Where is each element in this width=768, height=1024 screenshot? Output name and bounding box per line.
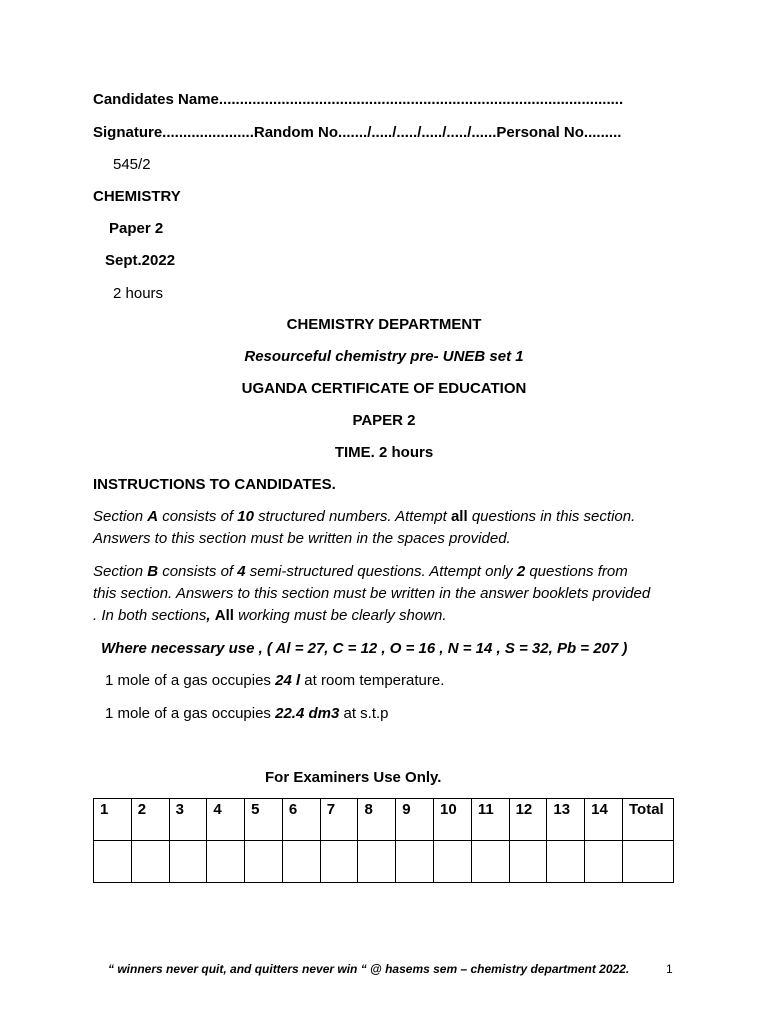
candidate-name-field: Candidates Name................................................................................................. (93, 91, 624, 108)
table-header-row (94, 799, 674, 841)
paper-code: 545/2 (113, 156, 151, 173)
exam-date: Sept.2022 (105, 252, 176, 269)
score-cell (131, 841, 169, 883)
table-header-cell: 7 (320, 799, 358, 841)
personal-number-field: Personal No......... (496, 124, 622, 141)
instructions-heading: INSTRUCTIONS TO CANDIDATES. (93, 476, 336, 493)
score-cell (320, 841, 358, 883)
score-cell (245, 841, 283, 883)
certificate-title: UGANDA CERTIFICATE OF EDUCATION (241, 380, 527, 397)
score-cell (585, 841, 623, 883)
score-entry-row (94, 841, 674, 883)
examiners-heading: For Examiners Use Only. (265, 769, 442, 786)
table-header-cell: 11 (471, 799, 509, 841)
table-header-cell: 13 (547, 799, 585, 841)
score-cell (94, 841, 132, 883)
score-cell (434, 841, 472, 883)
table-header-cell: 12 (509, 799, 547, 841)
signature-row (93, 123, 621, 143)
set-title: Resourceful chemistry pre- UNEB set 1 (244, 348, 524, 365)
time-title: TIME. 2 hours (334, 444, 434, 461)
score-cell (207, 841, 245, 883)
paper-label: Paper 2 (109, 220, 164, 237)
section-b-instructions: Section B consists of 4 semi-structured questions. Attempt only 2 questions from this section. Answers to this section must be written in the answer booklets provided . In both sections, All working must be clearly shown. (93, 563, 651, 624)
table-header-cell: 3 (169, 799, 207, 841)
gas-volume-rtp: 1 mole of a gas occupies 24 l at room temperature. (105, 672, 445, 689)
table-header-cell: 14 (585, 799, 623, 841)
section-a-instructions: Section A consists of 10 structured numbers. Attempt all questions in this section. Answers to this section must be written in the spaces provided. (93, 508, 636, 547)
random-number-field: Random No......./...../...../...../...../...... (253, 124, 497, 141)
score-cell (169, 841, 207, 883)
table-header-cell: Total (623, 799, 674, 841)
examiners-score-table (93, 798, 674, 883)
table-header-cell: 5 (245, 799, 283, 841)
score-cell (471, 841, 509, 883)
table-header-cell: 9 (396, 799, 434, 841)
score-cell (396, 841, 434, 883)
exam-duration: 2 hours (113, 285, 164, 302)
footer-quote: “ winners never quit, and quitters never win “ @ hasems sem – chemistry department 2022. (108, 962, 630, 976)
subject-label: CHEMISTRY (93, 188, 181, 205)
table-header-cell: 8 (358, 799, 396, 841)
paper-title: PAPER 2 (352, 412, 416, 429)
table-header-cell: 1 (94, 799, 132, 841)
department-title: CHEMISTRY DEPARTMENT (286, 316, 482, 333)
score-cell (509, 841, 547, 883)
gas-volume-stp: 1 mole of a gas occupies 22.4 dm3 at s.t.p (105, 705, 389, 722)
table-header-cell: 6 (282, 799, 320, 841)
score-cell (358, 841, 396, 883)
score-cell (547, 841, 585, 883)
table-header-cell: 2 (131, 799, 169, 841)
score-cell (623, 841, 674, 883)
table-header-cell: 10 (434, 799, 472, 841)
signature-field: Signature...................... (93, 124, 254, 141)
atomic-masses: Where necessary use , ( Al = 27, C = 12 , O = 16 , N = 14 , S = 32, Pb = 207 ) (101, 640, 628, 657)
score-cell (282, 841, 320, 883)
table-header-cell: 4 (207, 799, 245, 841)
page-number: 1 (666, 962, 673, 976)
